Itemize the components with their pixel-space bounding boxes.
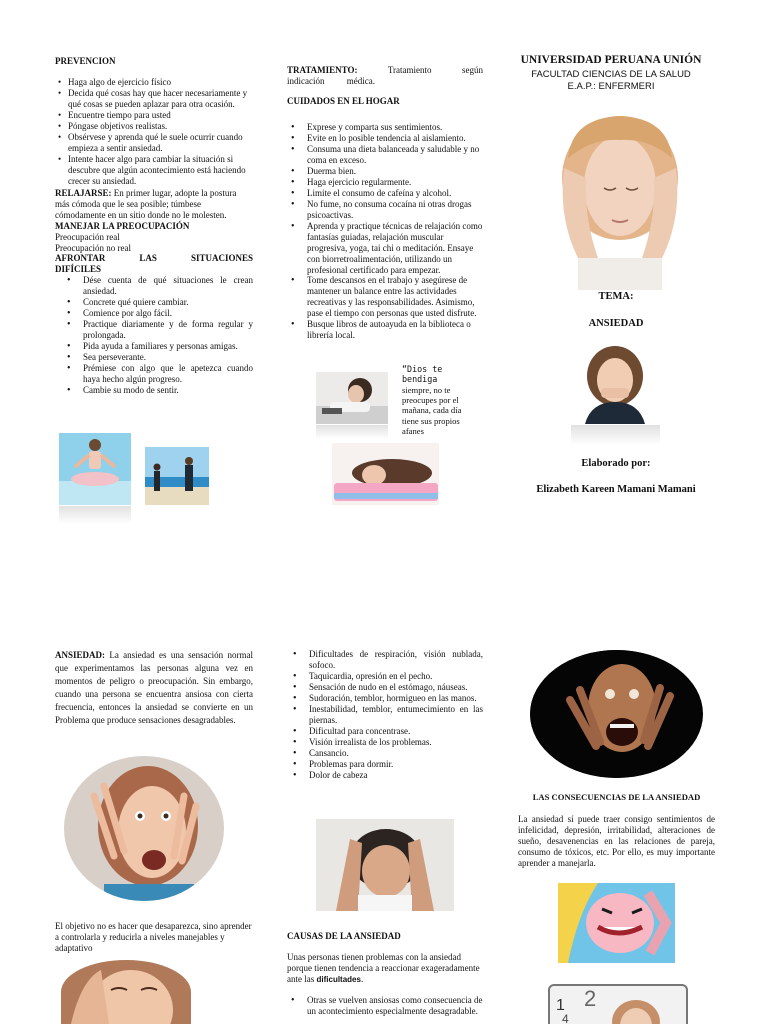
afrontar-title-line2: DIFÍCILES — [55, 264, 102, 275]
list-item: • Dése cuenta de qué situaciones le crean ansiedad. — [63, 275, 253, 297]
list-item: • Encuentre tiempo para usted — [55, 110, 253, 121]
causas-end: . — [360, 973, 364, 984]
stressed-woman-cover-photo — [528, 108, 706, 290]
list-item: • Póngase objetivos realistas. — [55, 121, 253, 132]
list-item: • Dolor de cabeza — [289, 770, 483, 781]
causas-highlight: dificultades — [316, 974, 361, 984]
calendar-woman-photo — [548, 984, 688, 1024]
causas-list — [287, 995, 483, 1017]
list-item: • Cansancio. — [289, 748, 483, 759]
school-name: E.A.P.: ENFERMERI — [567, 80, 655, 92]
list-item: • Visión irrealista de los problemas. — [289, 737, 483, 748]
list-item: • Tome descansos en el trabajo y asegúrese de mantener un balance entre las actividades recreativas y las responsabilidades. Asimismo, pase el tiempo con personas que usted disfrute. — [287, 275, 483, 319]
quote-first-line: “Dios te bendiga — [402, 364, 443, 385]
university-name: UNIVERSIDAD PERUANA UNIÓN — [520, 54, 702, 66]
calendar-number-2: 2 — [584, 986, 597, 1011]
cuidados-title: CUIDADOS EN EL HOGAR — [287, 95, 400, 106]
sintomas-section — [287, 649, 483, 781]
list-item: • Aprenda y practique técnicas de relajación como fantasías guiadas, relajación muscular progresiva, yoga, tai chi o meditación. Ensaye con biorretroalimentación, utilizando un profesional certificado para empezar. — [287, 221, 483, 276]
consecuencias-section — [518, 792, 715, 869]
consecuencias-title: LAS CONSECUENCIAS DE LA ANSIEDAD — [532, 792, 701, 802]
relajarse-paragraph — [55, 188, 253, 221]
yoga-photo-reflection — [59, 506, 131, 524]
list-item: • Inestabilidad, temblor, entumecimiento en las piernas. — [289, 704, 483, 726]
prevencion-section — [55, 56, 253, 396]
list-item: • Sudoración, temblor, hormigueo en las manos. — [289, 693, 483, 704]
list-item: • Practique diariamente y de forma regular y prolongada. — [63, 319, 253, 341]
sintomas-list — [289, 649, 483, 781]
relajarse-text: En primer lugar, adopte la postura más cómoda que le sea posible; túmbese cómodamente en un sitio donde no le molesten. — [55, 187, 237, 220]
list-item: • Evite en lo posible tendencia al aislamiento. — [287, 133, 483, 144]
tratamiento-paragraph — [287, 65, 483, 87]
elaborado-label: Elaborado por: — [581, 458, 651, 469]
afrontar-title-line1: AFRONTAR LAS SITUACIONES — [55, 253, 253, 264]
list-item: • Obsérvese y aprenda qué le suele ocurrir cuando empieza a sentir ansiedad. — [55, 132, 253, 154]
nail-biting-woman-photo — [571, 342, 660, 424]
cover-header — [513, 53, 709, 92]
list-item: • Consuma una dieta balanceada y saludable y no coma en exceso. — [287, 144, 483, 166]
ansiedad-definition — [55, 649, 253, 727]
author-block — [513, 458, 719, 497]
cuidados-list — [287, 122, 483, 341]
preocupacion-real: Preocupación real — [55, 231, 120, 242]
list-item: • Otras se vuelven ansiosas como consecuencia de un acontecimiento especialmente desagradable. — [287, 995, 483, 1017]
causas-title: CAUSAS DE LA ANSIEDAD — [287, 931, 401, 941]
objetivo-paragraph: El objetivo no es hacer que desaparezca, sino aprender a controlarla y reducirla a niveles manejables y adaptativo — [55, 921, 252, 953]
causas-section — [287, 931, 483, 1017]
manejar-title: MANEJAR LA PREOCUPACIÓN — [55, 220, 190, 231]
list-item: • Dificultad para concentrase. — [289, 726, 483, 737]
bible-quote — [402, 364, 476, 437]
yoga-woman-photo — [59, 433, 131, 505]
pop-art-woman-photo — [558, 883, 675, 963]
prevencion-list — [55, 77, 253, 187]
afrontar-title — [55, 253, 253, 264]
list-item: • Haga algo de ejercicio físico — [55, 77, 253, 88]
list-item: • Prémiese con algo que le apetezca cuando haya hecho algún progreso. — [63, 363, 253, 385]
prevencion-title: PREVENCION — [55, 56, 116, 66]
quote-text: siempre, no te preocupes por el mañana, cada día tiene sus propios afanes — [402, 384, 462, 437]
list-item: • Taquicardia, opresión en el pecho. — [289, 671, 483, 682]
list-item: • Duerma bien. — [287, 166, 483, 177]
sleeping-woman-photo — [332, 443, 439, 505]
ansiedad-label: ANSIEDAD: — [55, 650, 106, 660]
list-item: • Decida qué cosas hay que hacer necesariamente y qué cosas se pueden aplazar para otra ocasión. — [55, 88, 253, 110]
list-item: • Limite el consumo de cafeína y alcohol. — [287, 188, 483, 199]
list-item: • Sea perseverante. — [63, 352, 253, 363]
causas-text: Unas personas tienen problemas con la ansiedad porque tienen tendencia a reaccionar exageradamente ante las — [287, 951, 480, 984]
tired-woman-photo — [316, 372, 388, 424]
afrontar-list — [63, 275, 253, 396]
consecuencias-text: La ansiedad sí puede traer consigo sentimientos de infelicidad, depresión, irritabilidad, alteraciones de sueño, desavenencias en las relaciones de pareja, consumo de tóxicos, etc. Por ello, es muy importante aprender a manejarla. — [518, 814, 715, 869]
stressed-man-photo — [316, 819, 454, 911]
relajarse-label: RELAJARSE: — [55, 187, 112, 198]
tratamiento-section — [287, 65, 483, 341]
causas-paragraph — [287, 952, 483, 985]
author-name: Elizabeth Kareen Mamani Mamani — [536, 483, 696, 495]
worried-woman-photo — [61, 960, 191, 1024]
list-item: • Comience por algo fácil. — [63, 308, 253, 319]
calendar-number-4: 4 — [562, 1012, 569, 1024]
list-item: • Cambie su modo de sentir. — [63, 385, 253, 396]
preocupacion-no-real: Preocupación no real — [55, 242, 131, 253]
list-item: • Dificultades de respiración, visión nublada, sofoco. — [289, 649, 483, 671]
list-item: • Problemas para dormir. — [289, 759, 483, 770]
screaming-man-photo — [530, 650, 703, 778]
list-item: • Intente hacer algo para cambiar la situación si descubre que algún acontecimiento está haciendo crecer su ansiedad. — [55, 154, 253, 187]
list-item: • Pida ayuda a familiares y personas amigas. — [63, 341, 253, 352]
list-item: • Busque libros de autoayuda en la biblioteca o librería local. — [287, 319, 483, 341]
screaming-woman-photo — [64, 756, 224, 901]
nail-biting-photo-reflection — [571, 425, 660, 445]
beach-couple-photo — [145, 447, 209, 505]
tema-block — [513, 291, 719, 331]
tema-label: TEMA: — [598, 291, 634, 302]
faculty-name: FACULTAD CIENCIAS DE LA SALUD — [531, 69, 691, 81]
calendar-number-1: 1 — [556, 997, 565, 1014]
list-item: • No fume, no consuma cocaína ni otras drogas psicoactivas. — [287, 199, 483, 221]
list-item: • Concrete qué quiere cambiar. — [63, 297, 253, 308]
tratamiento-text: Tratamiento según indicación médica. — [287, 65, 483, 86]
tema-title: ANSIEDAD — [588, 317, 644, 329]
ansiedad-text: La ansiedad es una sensación normal que experimentamos las personas alguna vez en momentos de peligro o preocupación. Sin embargo, cuando una persona se encuentra ansiosa con cierta frecuencia, entonces la ansiedad se convierte en un Problema que produce sensaciones desagradables. — [55, 650, 253, 726]
list-item: • Haga ejercicio regularmente. — [287, 177, 483, 188]
tratamiento-label: TRATAMIENTO: — [287, 65, 358, 75]
list-item: • Sensación de nudo en el estómago, náuseas. — [289, 682, 483, 693]
tired-photo-reflection — [316, 425, 388, 439]
list-item: • Exprese y comparta sus sentimientos. — [287, 122, 483, 133]
